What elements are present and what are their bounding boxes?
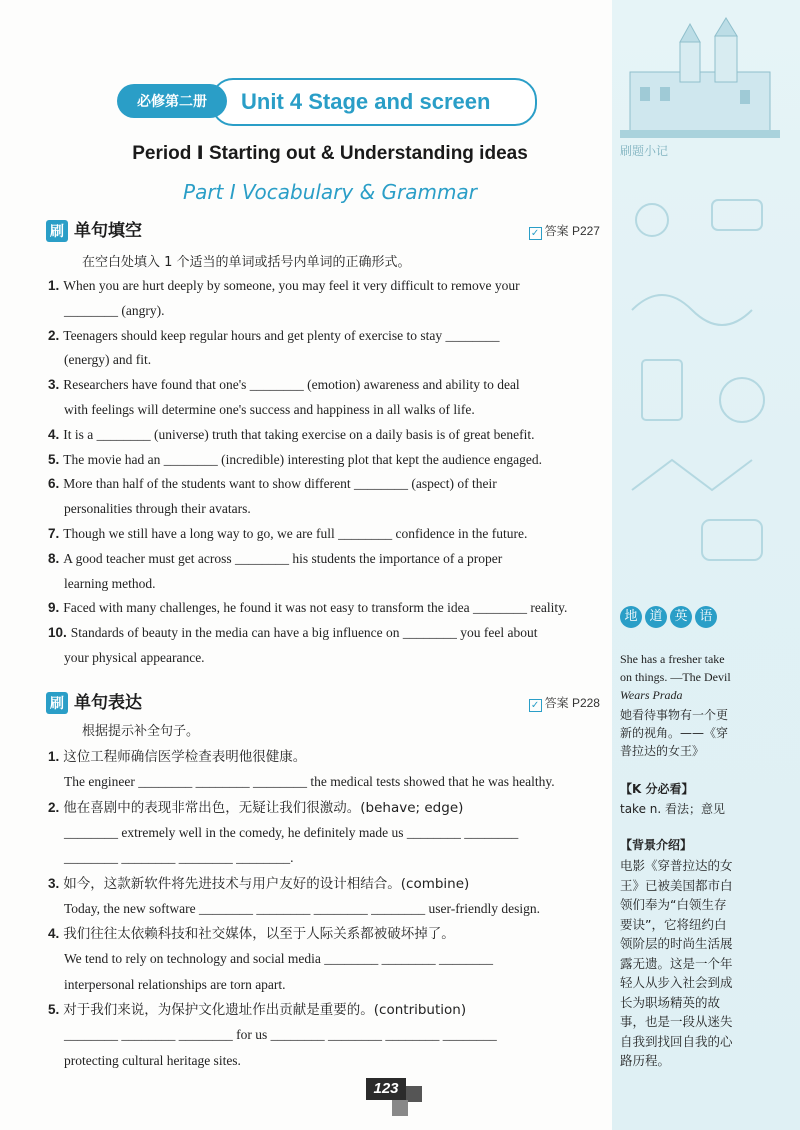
exercise-line — [64, 302, 164, 320]
unit-title-box — [211, 78, 537, 126]
section1-title: 单句填空 — [74, 221, 142, 240]
section1-header — [46, 218, 600, 244]
item-text: ________ extremely well in the comedy, he definitely made us ________ ________ — [64, 824, 519, 840]
item-text: ________ (angry). — [64, 302, 165, 318]
item-text: Researchers have found that one's ________ (emotion) awareness and ability to deal — [63, 377, 520, 393]
item-number: 1. — [48, 278, 60, 293]
exercise-line — [64, 649, 205, 667]
exercise-line — [48, 624, 538, 642]
quote-line: She has a fresher take — [620, 652, 725, 666]
background-text-line: 长为职场精英的故 — [620, 994, 721, 1010]
quote-translation-line: 新的视角。——《穿 — [620, 726, 729, 740]
background-text-line: 领阶层的时尚生活展 — [620, 936, 733, 951]
exercise-line — [48, 475, 497, 493]
check-icon: ✓ — [529, 699, 542, 712]
exercise-line — [48, 525, 527, 543]
item-number: 4. — [48, 926, 60, 942]
period-title: Period Ⅰ Starting out & Understanding ideas — [132, 143, 528, 164]
banner-char: 英 — [670, 606, 692, 628]
idiomatic-english-banner — [620, 606, 720, 634]
check-icon: ✓ — [529, 227, 542, 240]
quote-translation-line: 普拉达的女王》 — [620, 744, 705, 758]
background-text-line: 路历程。 — [620, 1053, 671, 1068]
background-text-line: 自我到找回自我的心 — [620, 1033, 733, 1049]
unit-title: Unit 4 Stage and screen — [241, 89, 491, 114]
item-number: 8. — [48, 550, 60, 566]
item-number: 9. — [48, 600, 60, 616]
exercise-line — [64, 401, 475, 419]
item-text: 对于我们来说，为保护文化遗址作出贡献是重要的。(contribution) — [63, 1002, 467, 1018]
exercise-line — [48, 550, 502, 568]
decorative-doodles — [612, 160, 800, 610]
item-number: 5. — [48, 451, 60, 467]
item-text: your physical appearance. — [64, 650, 205, 665]
exercise-line — [48, 327, 499, 345]
exercise-line — [48, 799, 463, 817]
exercise-line — [64, 1052, 241, 1070]
page-decoration — [406, 1086, 422, 1102]
exercise-line — [64, 773, 555, 791]
brush-icon: 刷 — [46, 692, 68, 714]
item-text: We tend to rely on technology and social media ________ ________ ________ — [64, 951, 493, 967]
banner-char: 语 — [695, 606, 717, 628]
brush-icon: 刷 — [46, 220, 68, 242]
part-title: Part Ⅰ Vocabulary & Grammar — [183, 180, 477, 204]
banner-char: 地 — [620, 606, 642, 628]
background-text-line: 轻人从步入社会到成 — [620, 975, 733, 990]
section1-instruction: 在空白处填入 1 个适当的单词或括号内单词的正确形式。 — [82, 255, 411, 270]
item-text: interpersonal relationships are torn apart. — [64, 976, 286, 992]
book-tag: 必修第二册 — [117, 84, 227, 118]
section1-answer-ref[interactable] — [529, 222, 600, 240]
section2-instruction: 根据提示补全句子。 — [82, 724, 200, 739]
item-text: Teenagers should keep regular hours and get plenty of exercise to stay ________ — [63, 327, 500, 343]
item-text: Standards of beauty in the media can have a big influence on ________ you feel about — [70, 625, 538, 641]
exercise-line — [64, 900, 540, 918]
banner-char: 道 — [645, 606, 667, 628]
item-text: Though we still have a long way to go, we are full ________ confidence in the future. — [63, 526, 528, 541]
exercise-line — [64, 976, 286, 994]
exercise-line — [64, 824, 518, 842]
item-number: 7. — [48, 526, 60, 541]
item-number: 3. — [48, 377, 60, 393]
exercise-line — [48, 426, 535, 444]
item-number: 10. — [48, 625, 67, 641]
section2-title: 单句表达 — [74, 693, 142, 712]
quote-line: Wears Prada — [620, 688, 683, 702]
item-number: 1. — [48, 749, 60, 764]
answer-ref-text: 答案 P227 — [544, 224, 600, 238]
item-text: When you are hurt deeply by someone, you may feel it very difficult to remove your — [63, 278, 520, 293]
item-text: 我们往往太依赖科技和社交媒体，以至于人际关系都被破坏掉了。 — [63, 926, 455, 943]
item-number: 2. — [48, 327, 60, 343]
background-text-line: 露无遗。这是一个年 — [620, 955, 733, 971]
background-text-line: 事，也是一段从迷失 — [620, 1014, 733, 1029]
quote-translation-line: 她看待事物有一个更 — [620, 708, 729, 722]
castle-illustration — [620, 12, 780, 142]
page-number: 123 — [366, 1078, 406, 1100]
k-text: take n. 看法；意见 — [620, 802, 726, 816]
exercise-line — [48, 1001, 466, 1019]
item-text: 如今，这款新软件将先进技术与用户友好的设计相结合。(combine) — [63, 875, 470, 892]
exercise-line — [48, 277, 520, 295]
item-text: 这位工程师确信医学检查表明他很健康。 — [63, 749, 307, 765]
quote-line: on things. —The Devil — [620, 670, 731, 684]
exercise-line — [48, 599, 567, 617]
item-text: The engineer ________ ________ ________ the medical tests showed that he was healthy. — [64, 774, 555, 790]
section2-answer-ref[interactable] — [529, 694, 600, 712]
item-text: The movie had an ________ (incredible) interesting plot that kept the audience engaged. — [63, 451, 542, 467]
exercise-line — [64, 1026, 497, 1044]
item-text: ________ ________ ________ ________. — [64, 850, 294, 866]
page-decoration — [392, 1100, 408, 1116]
exercise-line — [64, 500, 251, 518]
exercise-line — [48, 875, 469, 893]
item-number: 2. — [48, 799, 60, 815]
exercise-line — [64, 575, 155, 593]
exercise-line — [64, 950, 493, 968]
exercise-line — [48, 376, 520, 394]
item-text: 他在喜剧中的表现非常出色，无疑让我们很激动。(behave; edge) — [63, 799, 464, 816]
background-text-line: 要诀”，它将纽约白 — [620, 916, 727, 932]
item-text: More than half of the students want to show different ________ (aspect) of their — [63, 476, 497, 492]
item-number: 3. — [48, 875, 60, 891]
exercise-line — [48, 925, 455, 943]
item-text: A good teacher must get across ________ his students the importance of a proper — [63, 550, 503, 566]
notes-caption: 刷题小记 — [620, 144, 669, 158]
k-label: 【K 分必看】 — [620, 782, 694, 796]
item-text: personalities through their avatars. — [64, 501, 251, 517]
item-text: (energy) and fit. — [64, 352, 152, 368]
unit-banner — [117, 76, 537, 126]
answer-ref-text: 答案 P228 — [544, 696, 600, 710]
item-text: learning method. — [64, 575, 156, 591]
exercise-line — [64, 351, 151, 369]
item-text: protecting cultural heritage sites. — [64, 1052, 241, 1068]
exercise-line — [48, 748, 306, 766]
background-text-line: 领们奉为“白领生存 — [620, 897, 727, 912]
item-number: 5. — [48, 1002, 60, 1017]
item-number: 6. — [48, 476, 60, 492]
section2-header — [46, 690, 600, 716]
exercise-line — [48, 451, 542, 469]
background-label: 【背景介绍】 — [620, 838, 693, 852]
exercise-line — [64, 849, 294, 867]
background-text-line: 电影《穿普拉达的女 — [620, 858, 733, 873]
item-text: ________ ________ ________ for us ________ ________ ________ ________ — [64, 1027, 497, 1043]
item-text: Today, the new software ________ ________ ________ ________ user-friendly design. — [64, 900, 540, 916]
background-text-line: 王》已被美国都市白 — [620, 877, 733, 893]
item-number: 4. — [48, 426, 60, 442]
item-text: with feelings will determine one's success and happiness in all walks of life. — [64, 402, 475, 417]
item-text: Faced with many challenges, he found it was not easy to transform the idea ________ reality. — [63, 600, 568, 616]
item-text: It is a ________ (universe) truth that taking exercise on a daily basis is of great benefit. — [63, 426, 535, 442]
